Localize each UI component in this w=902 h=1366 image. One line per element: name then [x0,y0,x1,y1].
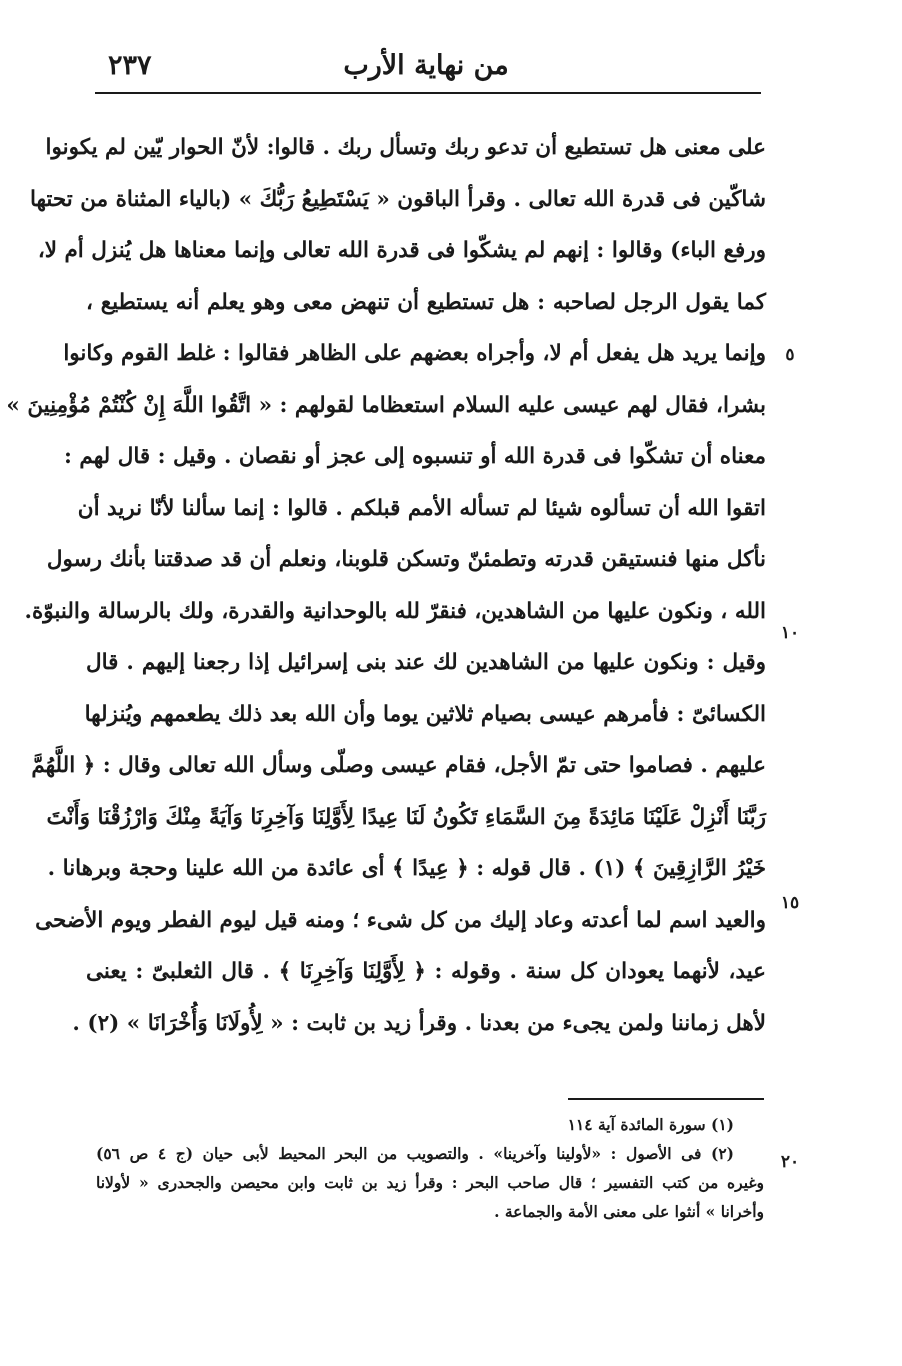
line-number-20: ٢٠ [780,1152,800,1172]
text-line: لأهل زماننا ولمن يجىء من بعدنا . وقرأ زيد بن ثابت : « لِأُولَانَا وَأُخْرَانَا » (٢) . [72,1010,766,1036]
page-number: ٢٣٧ [108,50,152,81]
page-header [92,46,760,92]
footnote-2: (٢) فى الأصول : «لأولينا وآخرينا» . والتصويب من البحر المحيط لأبى حيان (ج ٤ ص ٥٦) [96,1144,734,1163]
body-text [6,122,766,1049]
text-line: وإنما يريد هل يفعل أم لا، وأجراه بعضهم على الظاهر فقالوا : غلط القوم وكانوا [63,341,766,366]
running-title: من نهاية الأرب [343,50,509,81]
text-line: كما يقول الرجل لصاحبه : هل تستطيع أن تنهض معى وهو يعلم أنه يستطيع ، [86,289,766,315]
line-number-5: ٥ [785,345,795,365]
text-line: اتقوا الله أن تسألوه شيئا لم تسأله الأمم قبلكم . قالوا : إنما سألنا لأنّا نريد أن [77,495,766,521]
text-line: وقيل : ونكون عليها من الشاهدين لك عند بنى إسرائيل إذا رجعنا إليهم . قال [86,650,766,675]
text-line: رَبَّنَا أَنْزِلْ عَلَيْنَا مَائِدَةً مِنَ السَّمَاءِ تَكُونُ لَنَا عِيدًا لِأَوَّلِنَا وَآخِرِنَا وَآيَةً مِنْكَ وَارْزُقْنَا وَأَنْتَ [46,804,766,830]
header-rule [95,92,761,94]
text-line: عيد، لأنهما يعودان كل سنة . وقوله : ﴿ لِأَوَّلِنَا وَآخِرِنَا ﴾ . قال الثعلبىّ : يعنى [86,959,766,984]
text-line: نأكل منها فنستيقن قدرته وتطمئنّ وتسكن قلوبنا، ونعلم أن قد صدقتنا بأنك رسول [46,547,766,572]
text-line: على معنى هل تستطيع أن تدعو ربك وتسأل ربك . قالوا: لأنّ الحوار يّين لم يكونوا [45,135,766,160]
footnote-2-continuation: وغيره من كتب التفسير ؛ قال صاحب البحر : وقرأ زيد بن ثابت وابن محيصن والجحدرى « لأولانا [96,1173,764,1192]
text-line: الكسائىّ : فأمرهم عيسى بصيام ثلاثين يوما وأن الله بعد ذلك يطعمهم ويُنزلها [84,701,766,727]
text-line: عليهم . فصاموا حتى تمّ الأجل، فقام عيسى وصلّى وسأل الله تعالى وقال : ﴿ اللَّهُمَّ [31,753,766,778]
line-number-15: ١٥ [780,893,800,913]
footnotes [96,1110,764,1226]
text-line: والعيد اسم لما أعدته وعاد إليك من كل شىء ؛ ومنه قيل ليوم الفطر ويوم الأضحى [35,907,766,933]
line-number-10: ١٠ [780,623,800,643]
text-line: بشرا، فقال لهم عيسى عليه السلام استعظاما لقولهم : « اتَّقُوا اللَّهَ إِنْ كُنْتُمْ مُؤْمِنِينَ » [6,392,766,418]
footnote-rule [568,1098,764,1100]
text-line: الله ، ونكون عليها من الشاهدين، فنقرّ لله بالوحدانية والقدرة، ولك بالرسالة والنبوّة. [24,598,766,624]
text-line: معناه أن تشكّوا فى قدرة الله أو تنسبوه إلى عجز أو نقصان . وقيل : قال لهم : [64,444,766,469]
footnote-2-continuation: وأخرانا » أنثوا على معنى الأمة والجماعة . [494,1202,764,1221]
footnote-1: (١) سورة المائدة آية ١١٤ [567,1115,734,1134]
text-line: ورفع الباء) وقالوا : إنهم لم يشكّوا فى قدرة الله تعالى وإنما معناها هل يُنزل أم لا، [37,238,766,263]
text-line: شاكّين فى قدرة الله تعالى . وقرأ الباقون « يَسْتَطِيعُ رَبُّكَ » (بالياء المثناة من تحتها [29,186,766,212]
text-line: خَيْرُ الرَّازِقِينَ ﴾ (١) . قال قوله : ﴿ عِيدًا ﴾ أى عائدة من الله علينا وحجة وبرهانا . [47,856,766,881]
